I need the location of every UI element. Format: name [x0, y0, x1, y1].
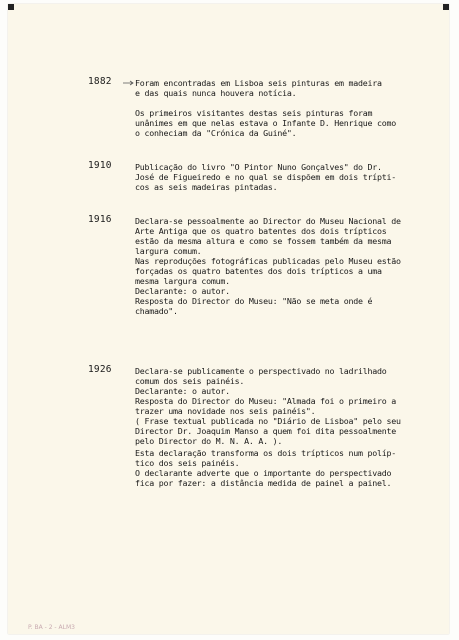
text-line: Esta declaração transforma os dois trípticos num políp-: [135, 448, 396, 458]
text-line: chamado".: [135, 306, 178, 316]
text-line: tico dos seis painéis.: [135, 458, 240, 468]
text-line: Nas reproduções fotográficas publicadas pelo Museu estão: [135, 256, 401, 266]
text-line: unânimes em que nelas estava o Infante D. Henrique como: [135, 118, 396, 128]
text-line: ( Frase textual publicada no "Diário de Lisboa" pelo seu: [135, 416, 401, 426]
text-line: comum dos seis painéis.: [135, 376, 245, 386]
entry-year: 1910: [88, 160, 112, 171]
text-line: Resposta do Director do Museu: "Não se meta onde é: [135, 296, 373, 306]
text-line: Declara-se pessoalmente ao Director do Museu Nacional de: [135, 216, 401, 226]
text-line: Publicação do livro "O Pintor Nuno Gonçalves" do Dr.: [135, 162, 382, 172]
document-page: [8, 4, 449, 634]
text-line: Director Dr. Joaquim Manso a quem foi dita pessoalmente: [135, 426, 396, 436]
punch-mark-left: [8, 4, 14, 10]
handwritten-mark-icon: [122, 80, 134, 86]
entry-year: 1926: [88, 364, 112, 375]
entry-year: 1916: [88, 214, 112, 225]
text-line: José de Figueiredo e no qual se dispõem em dois trípti-: [135, 172, 396, 182]
text-line: Declara-se publicamente o perspectivado no ladrilhado: [135, 366, 387, 376]
text-line: largura comum.: [135, 246, 202, 256]
text-line: pelo Director do M. N. A. A. ).: [135, 436, 283, 446]
entry-year: 1882: [88, 76, 112, 87]
text-line: forçadas os quatro batentes dos dois trípticos a uma: [135, 266, 382, 276]
text-line: O declarante adverte que o importante do perspectivado: [135, 468, 392, 478]
text-line: Arte Antiga que os quatro batentes dos dois trípticos: [135, 226, 387, 236]
text-line: mesma largura comum.: [135, 276, 230, 286]
text-line: cos as seis madeiras pintadas.: [135, 182, 278, 192]
text-line: e das quais nunca houvera notícia.: [135, 88, 297, 98]
punch-mark-right: [443, 4, 449, 10]
text-line: Foram encontradas em Lisboa seis pinturas em madeira: [135, 78, 382, 88]
text-line: estão da mesma altura e como se fossem também da mesma: [135, 236, 392, 246]
text-line: trazer uma novidade nos seis painéis".: [135, 406, 316, 416]
text-line: fica por fazer: a distância medida de painel a painel.: [135, 478, 392, 488]
text-line: o conheciam da "Crónica da Guiné".: [135, 128, 297, 138]
text-line: Os primeiros visitantes destas seis pinturas foram: [135, 108, 373, 118]
text-line: Declarante: o autor.: [135, 386, 230, 396]
text-line: Resposta do Director do Museu: "Almada foi o primeiro a: [135, 396, 396, 406]
text-line: Declarante: o autor.: [135, 286, 230, 296]
pencil-archive-note: P. BA - 2 - ALM3: [28, 624, 75, 631]
